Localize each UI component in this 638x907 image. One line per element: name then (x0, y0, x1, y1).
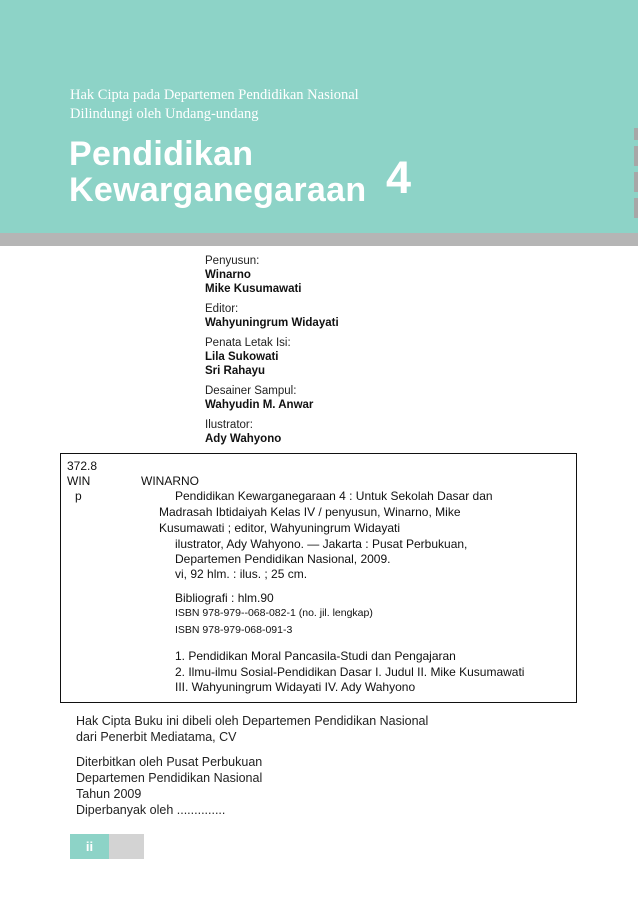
credit-role: Ilustrator: (205, 419, 253, 431)
catalog-subject-line: 2. Ilmu-ilmu Sosial-Pendidikan Dasar I. Judul II. Mike Kusumawati (175, 665, 525, 679)
header-copyright-line: Hak Cipta pada Departemen Pendidikan Nasional (70, 87, 359, 103)
edge-mark (634, 146, 638, 166)
credit-name: Wahyudin M. Anwar (205, 399, 314, 411)
credit-name: Winarno (205, 269, 251, 281)
catalog-entry-line: ilustrator, Ady Wahyono. — Jakarta : Pusat Perbukuan, (175, 537, 468, 551)
credit-name: Lila Sukowati (205, 351, 279, 363)
footer-publisher-line: Tahun 2009 (76, 787, 142, 801)
footer-publisher-line: Diterbitkan oleh Pusat Perbukuan (76, 755, 263, 769)
footer-copyright-line: Hak Cipta Buku ini dibeli oleh Departemen Pendidikan Nasional (76, 714, 429, 728)
catalog-title-code: p (75, 489, 82, 503)
header-copyright-line: Dilindungi oleh Undang-undang (70, 106, 259, 122)
credit-name: Wahyuningrum Widayati (205, 317, 339, 329)
catalog-entry-line: vi, 92 hlm. : ilus. ; 25 cm. (175, 567, 308, 581)
catalog-entry-line: Pendidikan Kewarganegaraan 4 : Untuk Sekolah Dasar dan (175, 489, 493, 503)
catalog-card (60, 453, 577, 703)
catalog-isbn: ISBN 978-979-068-091-3 (175, 624, 293, 636)
edge-mark (634, 128, 638, 140)
catalog-bibliography: Bibliografi : hlm.90 (175, 591, 274, 605)
footer-copyright-line: dari Penerbit Mediatama, CV (76, 730, 237, 744)
edge-mark (634, 198, 638, 218)
page-number-tab (109, 834, 144, 859)
credit-role: Penata Letak Isi: (205, 337, 291, 349)
edge-mark (634, 172, 638, 192)
volume-number: 4 (386, 152, 412, 203)
book-title-line: Kewarganegaraan (69, 171, 367, 209)
header-copyright (70, 86, 359, 124)
catalog-isbn: ISBN 978-979--068-082-1 (no. jil. lengkap) (175, 607, 373, 619)
credit-role: Editor: (205, 303, 239, 315)
catalog-entry-line: Departemen Pendidikan Nasional, 2009. (175, 552, 391, 566)
credit-role: Desainer Sampul: (205, 385, 297, 397)
credit-block (205, 336, 505, 378)
credits-list (205, 254, 505, 452)
credit-block (205, 418, 505, 446)
catalog-subject-line: 1. Pendidikan Moral Pancasila-Studi dan Pengajaran (175, 649, 456, 663)
header-divider-band (0, 233, 638, 246)
footer-publisher (76, 754, 262, 818)
catalog-author-code: WIN (67, 474, 91, 488)
credit-name: Mike Kusumawati (205, 283, 302, 295)
credit-role: Penyusun: (205, 255, 260, 267)
catalog-entry-line: Kusumawati ; editor, Wahyuningrum Widayati (159, 521, 400, 535)
page-number: ii (70, 834, 109, 859)
credit-name: Sri Rahayu (205, 365, 266, 377)
book-title-line: Pendidikan (69, 135, 254, 173)
catalog-entry-line: Madrasah Ibtidaiyah Kelas IV / penyusun, Winarno, Mike (159, 505, 461, 519)
footer-copyright (76, 713, 428, 745)
footer-publisher-line: Departemen Pendidikan Nasional (76, 771, 263, 785)
credit-block (205, 384, 505, 412)
credit-name: Ady Wahyono (205, 433, 282, 445)
catalog-class-number: 372.8 (67, 459, 98, 473)
catalog-author: WINARNO (141, 474, 199, 488)
footer-publisher-line: Diperbanyak oleh .............. (76, 803, 226, 817)
credit-block (205, 302, 505, 330)
catalog-subject-line: III. Wahyuningrum Widayati IV. Ady Wahyono (175, 680, 416, 694)
credit-block (205, 254, 505, 296)
